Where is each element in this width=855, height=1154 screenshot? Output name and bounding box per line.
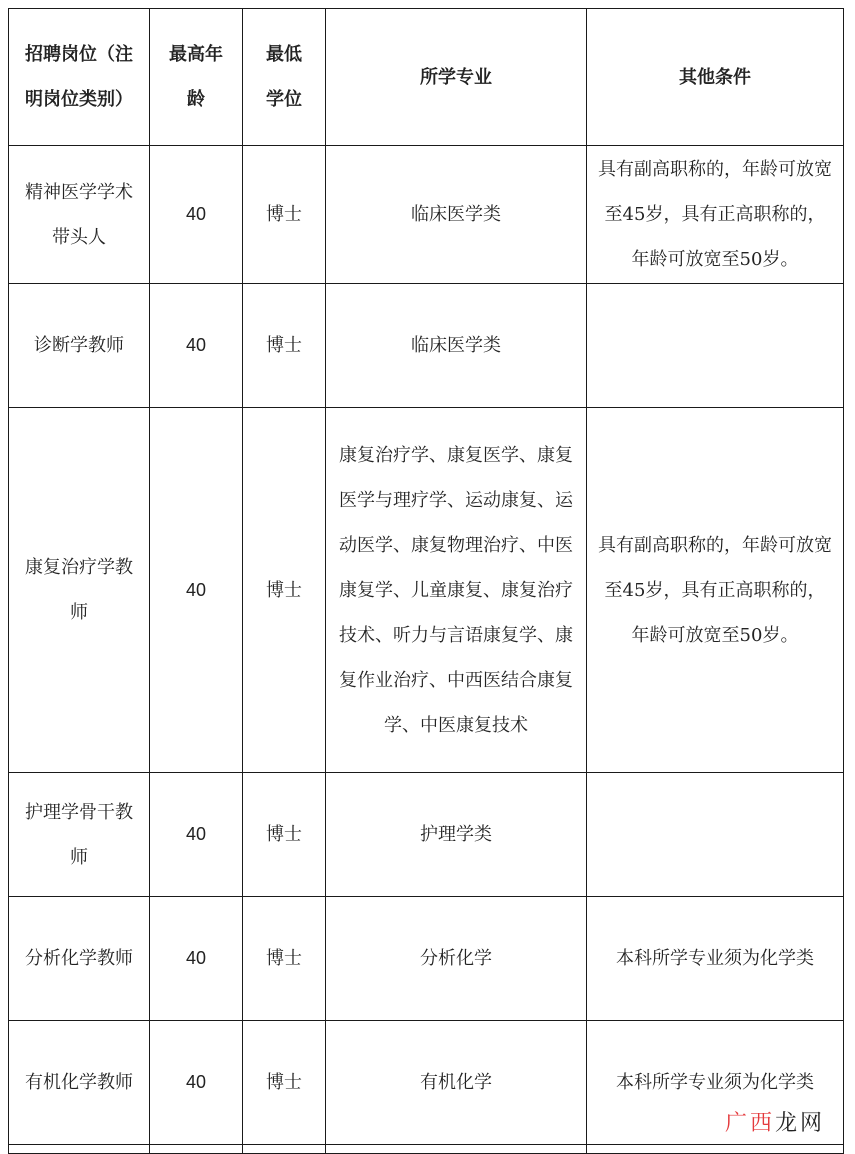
watermark-char: 龙 (774, 1111, 798, 1136)
cell-major: 分析化学 (326, 897, 587, 1021)
table-header-row (9, 9, 844, 146)
cell-major: 临床医学类 (326, 146, 587, 284)
header-position: 招聘岗位（注明岗位类别） (9, 9, 150, 146)
cell-other: 具有副高职称的，年龄可放宽至45岁，具有正高职称的，年龄可放宽至50岁。 (587, 146, 844, 284)
table-row (9, 284, 844, 408)
header-other: 其他条件 (587, 9, 844, 146)
cell-min-degree: 博士 (243, 408, 326, 773)
cell-position: 精神医学学术带头人 (9, 146, 150, 284)
recruitment-table-wrapper (8, 8, 843, 1154)
table-row (9, 897, 844, 1021)
cell-max-age: 40 (150, 1021, 243, 1145)
cell-other: 本科所学专业须为化学类 (587, 1021, 844, 1145)
site-watermark-logo (725, 1106, 823, 1137)
cell-max-age: 40 (150, 773, 243, 897)
cell-position: 有机化学教师 (9, 1021, 150, 1145)
recruitment-table (8, 8, 844, 1154)
header-max-age: 最高年龄 (150, 9, 243, 146)
watermark-char: 网 (799, 1111, 823, 1136)
watermark-char: 广 (724, 1111, 748, 1136)
table-row (9, 408, 844, 773)
table-row (9, 773, 844, 897)
cell-other: 具有副高职称的，年龄可放宽至45岁，具有正高职称的，年龄可放宽至50岁。 (587, 408, 844, 773)
cell-min-degree: 博士 (243, 284, 326, 408)
cell-other: 本科所学专业须为化学类 (587, 897, 844, 1021)
cell-major: 有机化学 (326, 1021, 587, 1145)
cell-min-degree: 博士 (243, 1021, 326, 1145)
cell-other (587, 773, 844, 897)
cell-max-age: 40 (150, 897, 243, 1021)
cell-min-degree: 博士 (243, 897, 326, 1021)
cell-major: 护理学类 (326, 773, 587, 897)
cell-other (587, 284, 844, 408)
cell-max-age: 40 (150, 284, 243, 408)
cell-max-age: 40 (150, 408, 243, 773)
table-row (9, 1021, 844, 1145)
watermark-char: 西 (749, 1111, 773, 1136)
cell-position: 护理学骨干教师 (9, 773, 150, 897)
cell-max-age: 40 (150, 146, 243, 284)
cell-partial (9, 1145, 150, 1154)
cell-position: 分析化学教师 (9, 897, 150, 1021)
cell-partial (243, 1145, 326, 1154)
cell-major: 康复治疗学、康复医学、康复医学与理疗学、运动康复、运动医学、康复物理治疗、中医康复学、儿童康复、康复治疗技术、听力与言语康复学、康复作业治疗、中西医结合康复学、中医康复技术 (326, 408, 587, 773)
cell-position: 康复治疗学教师 (9, 408, 150, 773)
cell-partial (326, 1145, 587, 1154)
cell-partial (150, 1145, 243, 1154)
cell-position: 诊断学教师 (9, 284, 150, 408)
header-major: 所学专业 (326, 9, 587, 146)
cell-partial (587, 1145, 844, 1154)
table-row-partial (9, 1145, 844, 1154)
cell-min-degree: 博士 (243, 146, 326, 284)
cell-min-degree: 博士 (243, 773, 326, 897)
header-min-degree: 最低学位 (243, 9, 326, 146)
cell-major: 临床医学类 (326, 284, 587, 408)
table-row (9, 146, 844, 284)
